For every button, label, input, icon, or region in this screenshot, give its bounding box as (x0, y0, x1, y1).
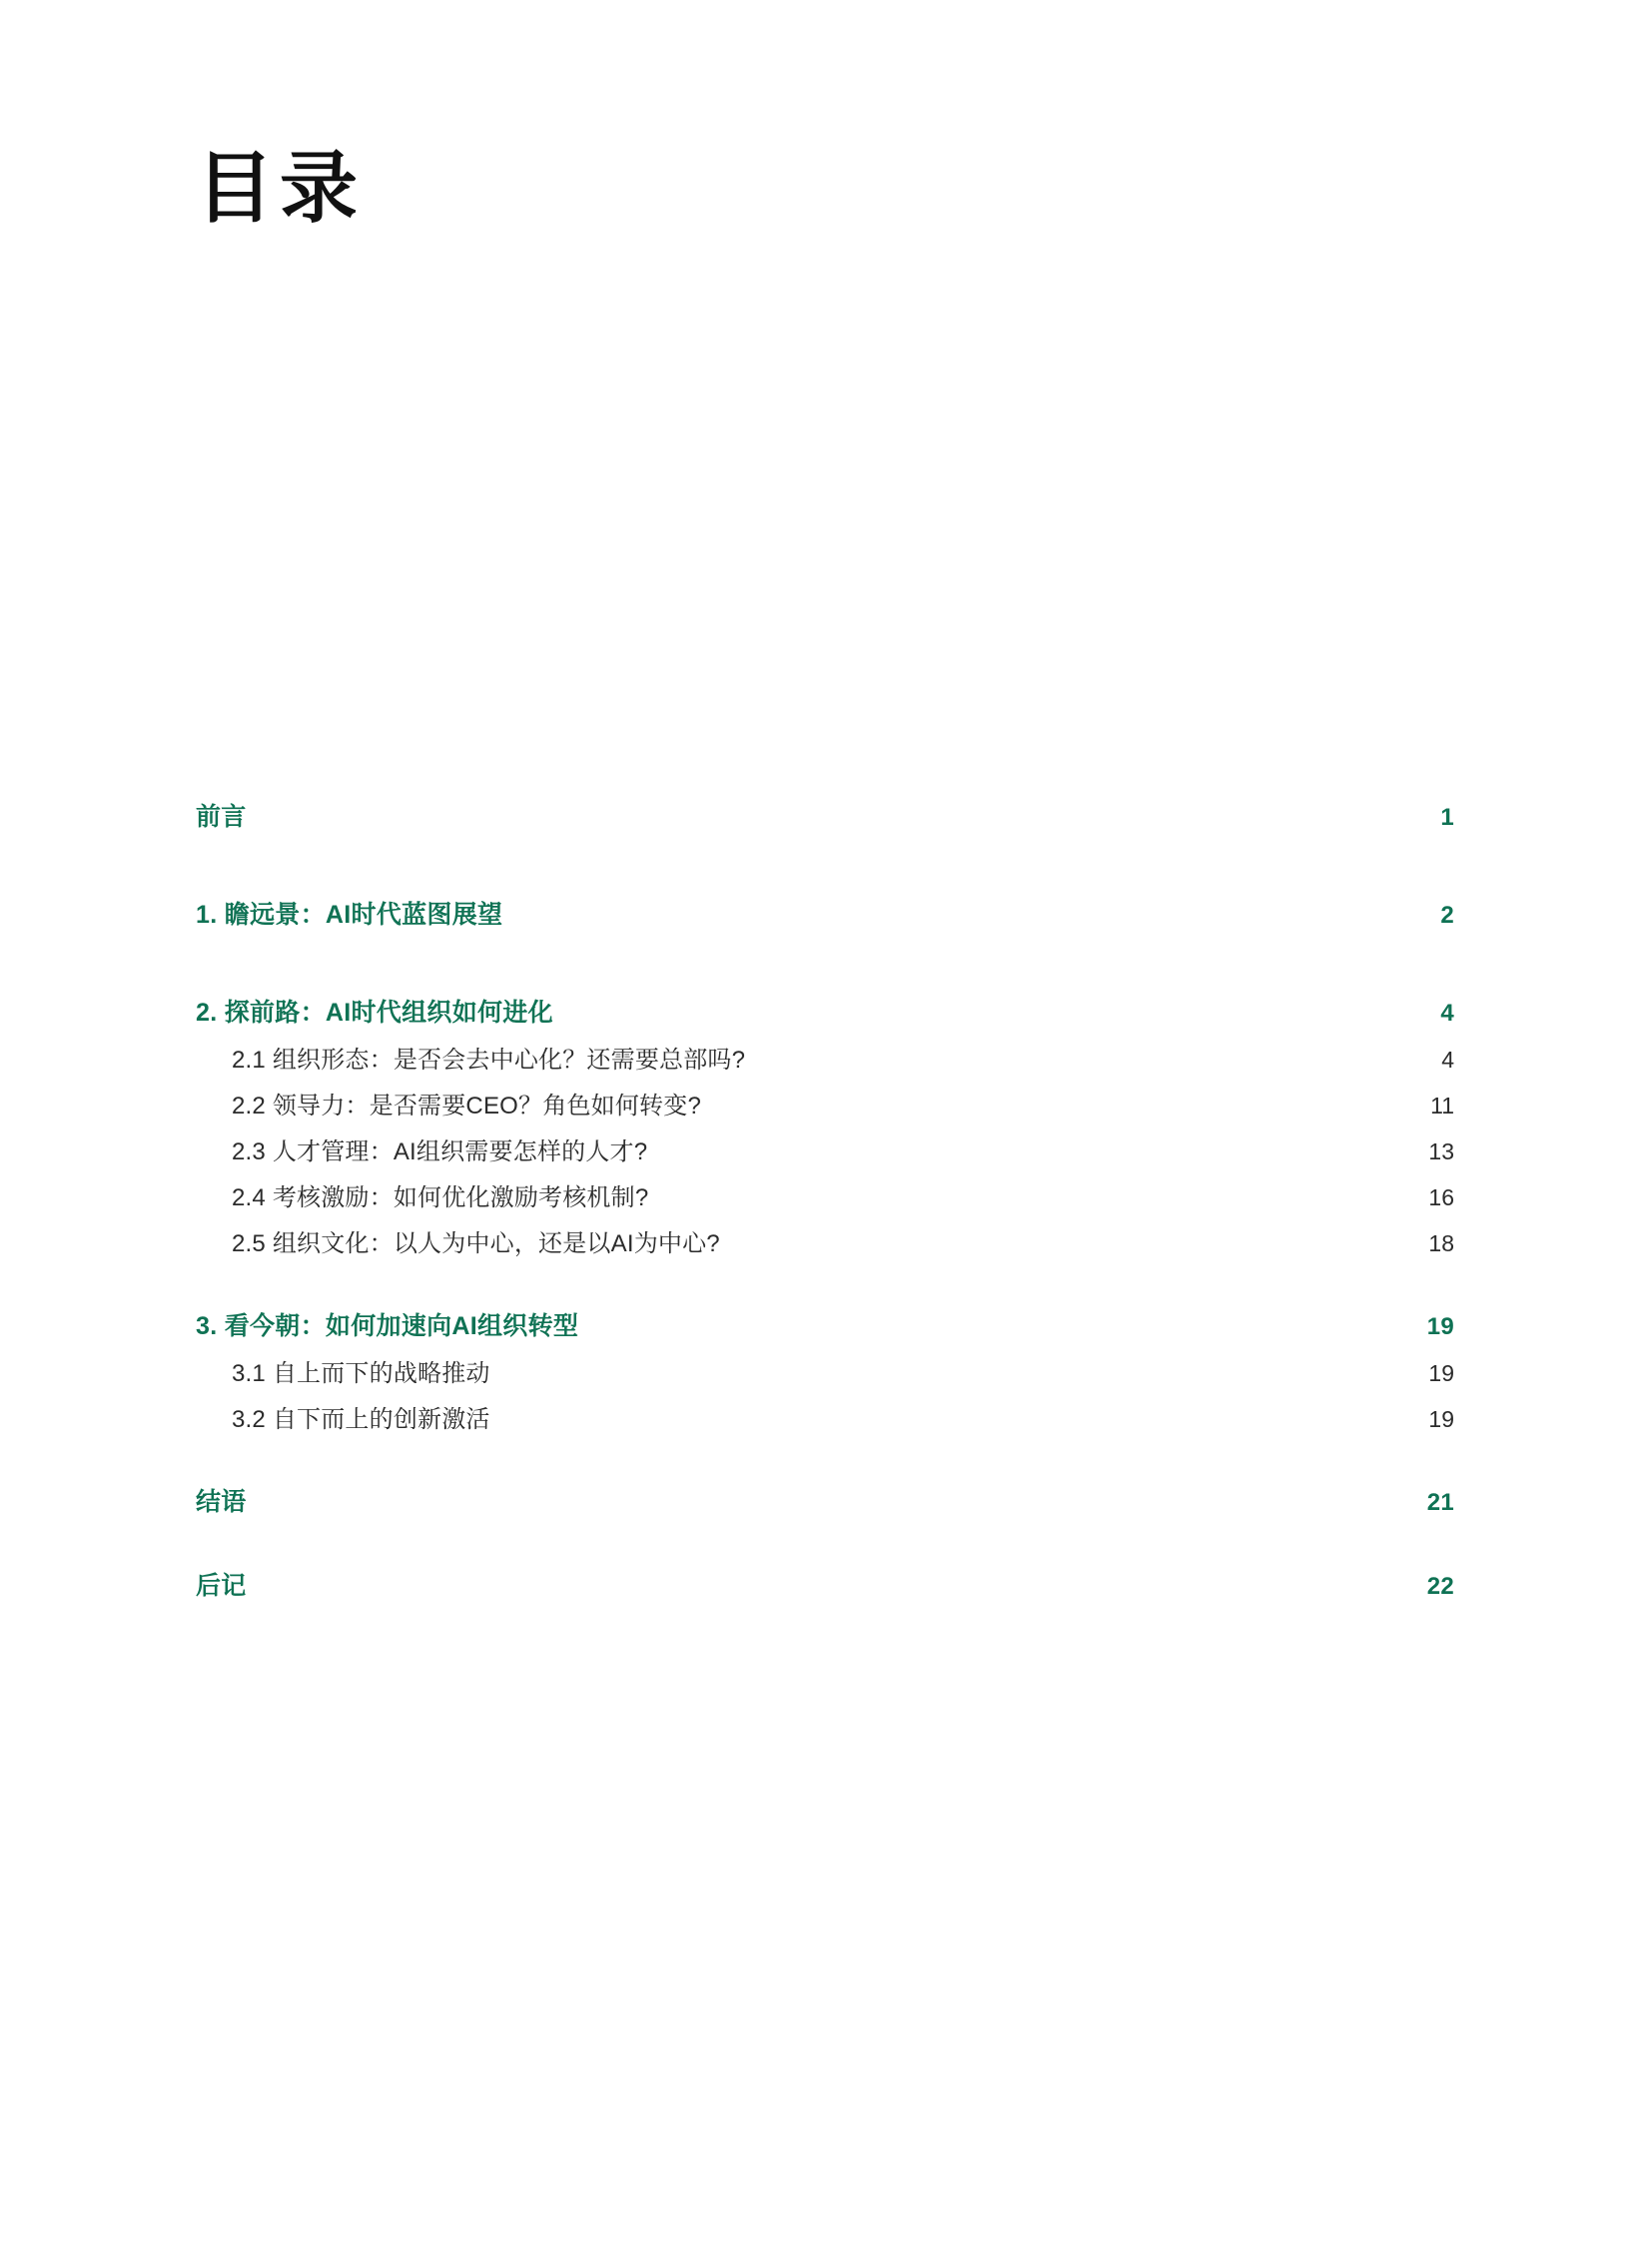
spacer (196, 1518, 1454, 1540)
toc-entry-label: 结语 (196, 1488, 247, 1516)
toc-entry-label: 2.3 人才管理：AI组织需要怎样的人才? (232, 1138, 648, 1165)
toc-entry-page: 16 (1428, 1184, 1454, 1210)
toc-entry[interactable] (196, 1120, 1454, 1166)
table-of-contents (196, 771, 1454, 1602)
toc-entry-label: 3. 看今朝：如何加速向AI组织转型 (196, 1312, 579, 1340)
toc-entry[interactable] (196, 1342, 1454, 1388)
spacer (196, 1258, 1454, 1280)
toc-entry-page: 19 (1426, 1313, 1454, 1340)
toc-entry[interactable] (196, 1456, 1454, 1518)
toc-entry-page: 22 (1426, 1573, 1454, 1600)
toc-entry-page: 19 (1428, 1406, 1454, 1432)
toc-entry-label: 1. 瞻远景：AI时代蓝图展望 (196, 901, 503, 929)
toc-entry-page: 4 (1440, 1000, 1454, 1027)
toc-entry-label: 2.5 组织文化：以人为中心，还是以AI为中心? (232, 1230, 720, 1257)
spacer (196, 833, 1454, 869)
toc-entry[interactable] (196, 1075, 1454, 1120)
toc-entry[interactable] (196, 869, 1454, 931)
spacer (196, 1434, 1454, 1456)
toc-entry-page: 11 (1430, 1093, 1454, 1119)
toc-entry-page: 1 (1440, 804, 1454, 831)
toc-entry[interactable] (196, 967, 1454, 1029)
toc-entry-label: 2.4 考核激励：如何优化激励考核机制? (232, 1184, 649, 1211)
toc-entry-page: 21 (1426, 1489, 1454, 1516)
toc-entry-label: 2.1 组织形态：是否会去中心化？还需要总部吗? (232, 1047, 746, 1074)
toc-entry-label: 3.1 自上而下的战略推动 (232, 1360, 490, 1387)
toc-entry-label: 2. 探前路：AI时代组织如何进化 (196, 999, 553, 1027)
toc-entry-page: 4 (1441, 1047, 1454, 1073)
toc-entry-label: 3.2 自下而上的创新激活 (232, 1406, 490, 1433)
toc-entry-page: 13 (1428, 1138, 1454, 1164)
toc-entry[interactable] (196, 1212, 1454, 1258)
toc-entry[interactable] (196, 1029, 1454, 1075)
page-title: 目录 (196, 145, 365, 232)
toc-entry-label: 前言 (196, 803, 247, 831)
toc-entry[interactable] (196, 1166, 1454, 1212)
toc-entry-page: 2 (1440, 902, 1454, 929)
spacer (196, 931, 1454, 967)
toc-entry[interactable] (196, 771, 1454, 833)
toc-entry-label: 2.2 领导力：是否需要CEO？角色如何转变? (232, 1093, 701, 1120)
toc-entry-page: 19 (1428, 1360, 1454, 1386)
toc-entry[interactable] (196, 1388, 1454, 1434)
toc-entry-page: 18 (1428, 1230, 1454, 1256)
toc-entry-label: 后记 (196, 1572, 247, 1600)
toc-entry[interactable] (196, 1540, 1454, 1602)
toc-entry[interactable] (196, 1280, 1454, 1342)
